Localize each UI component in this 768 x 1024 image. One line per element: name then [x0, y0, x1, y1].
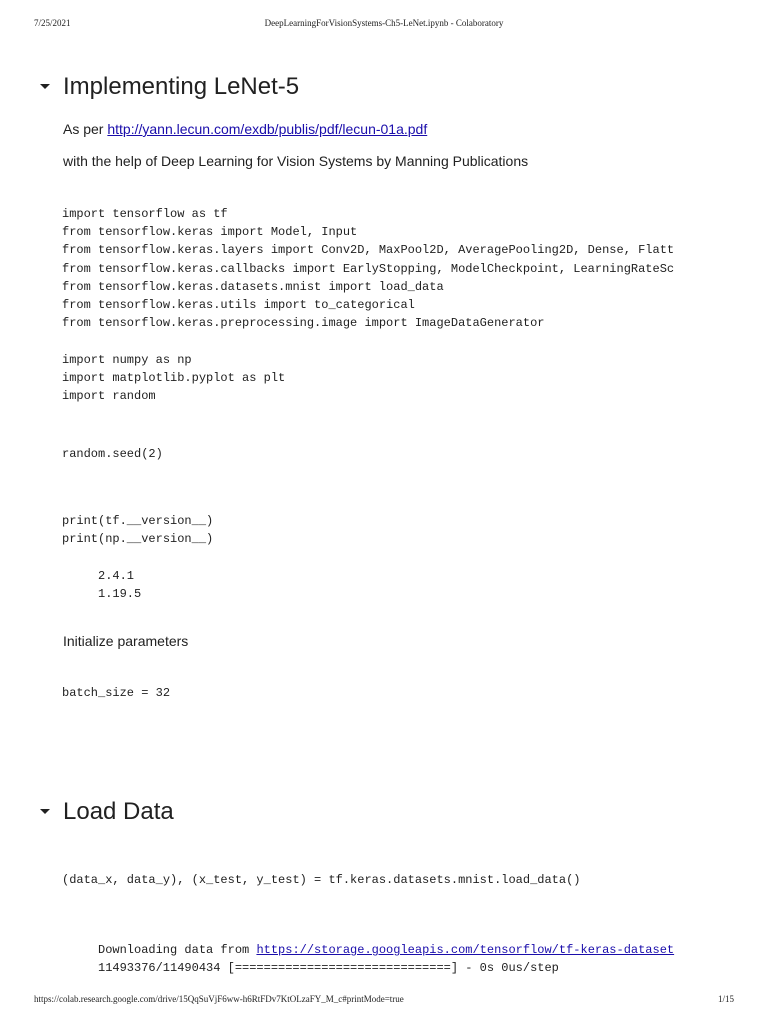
dataset-link[interactable]: https://storage.googleapis.com/tensorflow/tf-keras-dataset: [256, 943, 675, 957]
section-title-load-data: Load Data: [63, 798, 174, 825]
as-per-text: As per: [63, 121, 104, 137]
print-footer: [0, 990, 768, 1004]
code-line: from tensorflow.keras.utils import to_categorical: [62, 297, 415, 312]
caret-down-icon[interactable]: [40, 809, 50, 814]
code-cell-imports[interactable]: [62, 205, 734, 405]
print-date: 7/25/2021: [34, 18, 71, 28]
code-line: print(np.__version__): [62, 532, 214, 547]
code-line: from tensorflow.keras.callbacks import EarlyStopping, ModelCheckpoint, LearningRateSc: [62, 261, 675, 276]
output-versions: [98, 567, 734, 603]
code-cell-versions[interactable]: [62, 512, 734, 548]
download-prefix: Downloading data from: [98, 943, 257, 957]
code-cell-seed[interactable]: [62, 445, 734, 463]
code-line: [62, 332, 734, 350]
code-line: import tensorflow as tf: [62, 207, 228, 221]
code-line: from tensorflow.keras.preprocessing.image import ImageDataGenerator: [62, 316, 545, 331]
help-text: with the help of Deep Learning for Vision Systems by Manning Publications: [63, 153, 529, 169]
code-line: import numpy as np: [62, 352, 192, 367]
code-line: print(tf.__version__): [62, 514, 214, 528]
output-load: [98, 941, 734, 977]
code-line: import matplotlib.pyplot as plt: [62, 370, 286, 385]
progress-line: 11493376/11490434 [==============================] - 0s 0us/step: [98, 961, 559, 976]
output-line: 2.4.1: [98, 569, 135, 583]
code-line: from tensorflow.keras.datasets.mnist import load_data: [62, 279, 444, 294]
footer-url: https://colab.research.google.com/drive/15QqSuVjF6ww-h6RtFDv7KtOLzaFY_M_c#printMode=true: [34, 994, 404, 1004]
code-cell-load[interactable]: [62, 871, 734, 889]
output-line: 1.19.5: [98, 587, 142, 602]
intro-line: [63, 119, 427, 139]
code-cell-batch[interactable]: [62, 684, 734, 702]
paper-link[interactable]: http://yann.lecun.com/exdb/publis/pdf/lecun-01a.pdf: [107, 121, 428, 137]
code-line: random.seed(2): [62, 447, 163, 461]
code-line: batch_size = 32: [62, 686, 171, 700]
init-params-text: Initialize parameters: [63, 633, 189, 649]
code-line: from tensorflow.keras import Model, Input: [62, 225, 358, 240]
caret-down-icon[interactable]: [40, 84, 50, 89]
section-title-implementing: Implementing LeNet-5: [63, 73, 300, 100]
code-line: (data_x, data_y), (x_test, y_test) = tf.keras.datasets.mnist.load_data(): [62, 873, 581, 887]
print-header: [0, 14, 768, 28]
page-number: 1/15: [717, 994, 734, 1004]
code-line: import random: [62, 388, 156, 403]
output-line: [98, 941, 734, 959]
code-line: from tensorflow.keras.layers import Conv2D, MaxPool2D, AveragePooling2D, Dense, Flatt: [62, 243, 675, 258]
print-title: DeepLearningForVisionSystems-Ch5-LeNet.ipynb - Colaboratory: [264, 18, 504, 28]
